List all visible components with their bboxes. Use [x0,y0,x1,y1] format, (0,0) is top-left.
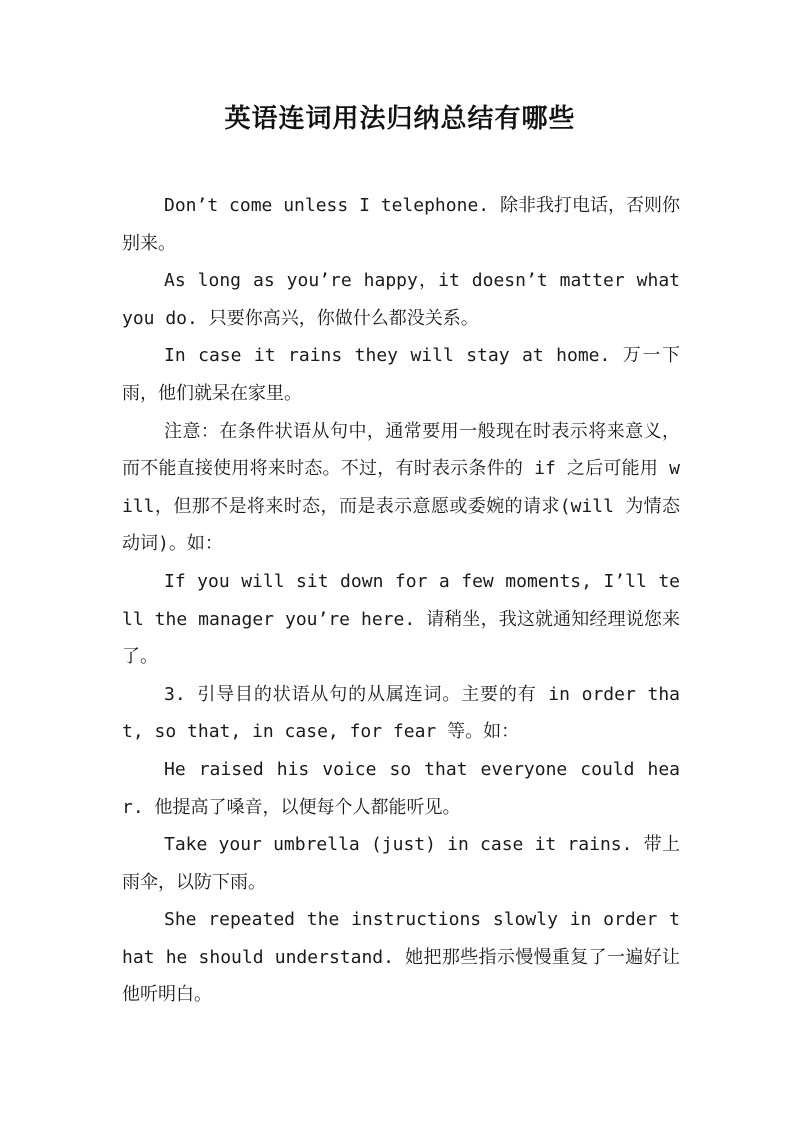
paragraph: She repeated the instructions slowly in order that he should understand. 她把那些指示慢慢重复了一遍好让他听明白。 [122,909,680,1006]
document-body [122,187,680,1014]
paragraph: In case it rains they will stay at home. 万一下雨，他们就呆在家里。 [122,345,680,404]
paragraph: Take your umbrella (just) in case it rains. 带上雨伞，以防下雨。 [122,834,680,893]
document-title: 英语连词用法归纳总结有哪些 [224,104,576,134]
paragraph: 3. 引导目的状语从句的从属连词。主要的有 in order that, so that, in case, for fear 等。如： [122,683,680,743]
paragraph: If you will sit down for a few moments, I’ll tell the manager you’re here. 请稍坐，我这就通知经理说您来了。 [122,570,680,668]
paragraph: As long as you’re happy，it doesn’t matter what you do. 只要你高兴，你做什么都没关系。 [122,270,680,329]
paragraph: Don’t come unless I telephone. 除非我打电话，否则你别来。 [122,195,680,254]
paragraph: He raised his voice so that everyone could hear. 他提高了嗓音，以便每个人都能听见。 [122,758,680,818]
paragraph: 注意：在条件状语从句中，通常要用一般现在时表示将来意义，而不能直接使用将来时态。不过，有时表示条件的 if 之后可能用 will，但那不是将来时态，而是表示意愿或委婉的请求(will 为情态动词)。如： [122,420,680,555]
